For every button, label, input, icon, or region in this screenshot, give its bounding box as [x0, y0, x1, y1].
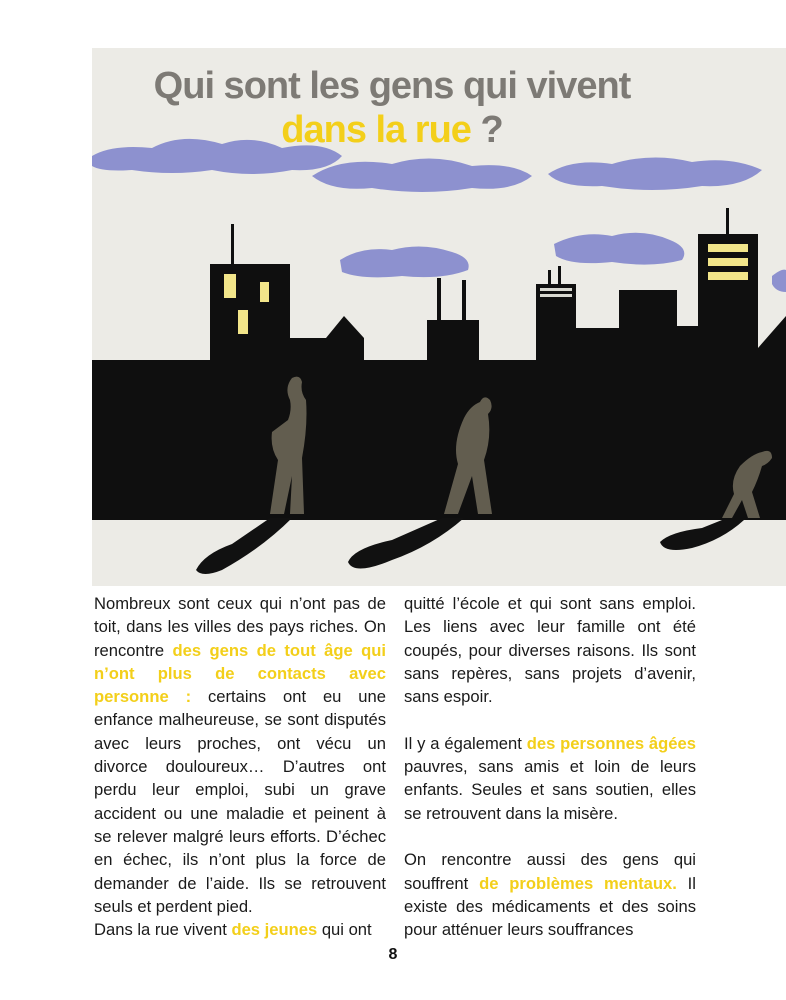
text: Il existe des médicaments et des soins pour atténuer leurs souffrances — [404, 873, 696, 940]
paragraph — [94, 592, 386, 918]
paragraph — [94, 918, 386, 941]
right-column — [404, 592, 696, 941]
title-line-2 — [92, 108, 692, 152]
window — [260, 282, 269, 302]
page-number: 8 — [388, 946, 398, 963]
cloud — [548, 157, 762, 190]
highlight-text: des gens de tout âge qui n’ont plus de contacts avec personne : — [94, 640, 386, 707]
window — [708, 272, 748, 280]
window — [224, 274, 236, 298]
cloud — [312, 158, 532, 192]
text: Dans la rue vivent — [94, 920, 232, 940]
left-column — [94, 592, 386, 941]
window — [708, 244, 748, 252]
cloud — [554, 233, 684, 265]
text: Nombreux sont ceux qui n’ont pas de toit, dans les villes des pays riches. On rencontre — [94, 594, 386, 660]
paragraph: quitté l’école et qui sont sans emploi. Les liens avec leur famille ont été coupés, pour diverses raisons. Ils sont sans repères, sans projets d’avenir, sans espoir. — [404, 594, 696, 707]
cloud — [772, 270, 786, 292]
page-title — [92, 64, 692, 152]
text: qui ont — [317, 920, 372, 940]
window — [708, 258, 748, 266]
text: On rencontre aussi des gens qui souffrent — [404, 850, 696, 893]
paragraph — [404, 732, 696, 825]
paragraph — [404, 848, 696, 941]
text: Il y a également — [404, 733, 527, 753]
text: certains ont eu une enfance malheureuse, se sont disputés avec leurs proches, ont vécu un divorce douloureux… D’autres ont perdu leur emploi, subi un grave accident ou une maladie et peinent à se relever malgré leurs efforts. D’échec en échec, ils n’ont plus la force de demander de l’aide. Ils se retrouvent seuls et perdent pied. — [94, 687, 386, 916]
cloud — [340, 246, 469, 277]
title-highlight: dans la rue — [281, 109, 471, 151]
highlight-text: de problèmes mentaux. — [479, 873, 677, 893]
window — [540, 294, 572, 297]
window — [238, 310, 248, 334]
shadow — [348, 518, 464, 569]
title-line-1: Qui sont les gens qui vivent — [153, 65, 631, 107]
highlight-text: des jeunes — [231, 920, 318, 940]
text: pauvres, sans amis et loin de leurs enfants. Seules et sans soutien, elles se retrouvent dans la misère. — [404, 757, 696, 823]
shadow — [196, 518, 292, 574]
window — [540, 288, 572, 291]
shadow — [660, 520, 744, 550]
title-question-mark: ? — [470, 109, 503, 151]
highlight-text: des personnes âgées — [526, 733, 696, 753]
